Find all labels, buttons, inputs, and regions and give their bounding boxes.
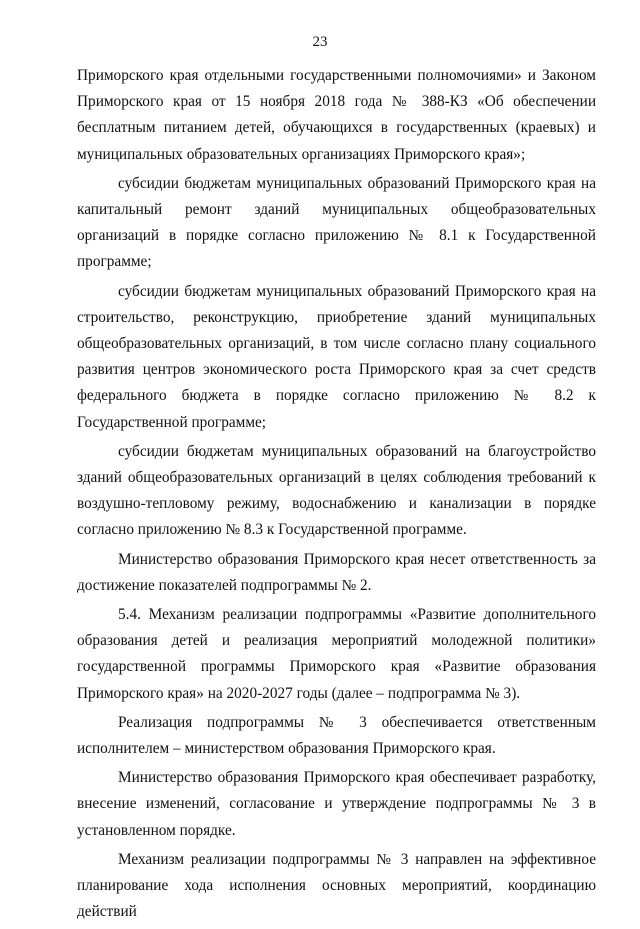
document-body	[77, 63, 596, 929]
paragraph-9: Механизм реализации подпрограммы № 3 направлен на эффективное планирование хода исполнения основных мероприятий, координацию действий	[77, 850, 596, 921]
page-number: 23	[312, 34, 328, 50]
paragraph-5: Министерство образования Приморского края несет ответственность за достижение показателей подпрограммы № 2.	[77, 550, 596, 594]
paragraph-3: субсидии бюджетам муниципальных образований Приморского края на строительство, реконструкцию, приобретение зданий муниципальных общеобразовательных организаций, в том числе согласно плану социального развития центров экономического роста Приморского края за счет средств федерального бюджета в порядке согласно приложению № 8.2 к Государственной программе;	[77, 282, 596, 431]
paragraph-4: субсидии бюджетам муниципальных образований на благоустройство зданий общеобразовательных организаций в целях соблюдения требований к воздушно-тепловому режиму, водоснабжению и канализации в порядке согласно приложению № 8.3 к Государственной программе.	[77, 442, 596, 539]
paragraph-8: Министерство образования Приморского края обеспечивает разработку, внесение изменений, согласование и утверждение подпрограммы № 3 в установленном порядке.	[77, 769, 596, 839]
paragraph-7: Реализация подпрограммы № 3 обеспечивается ответственным исполнителем – министерством образования Приморского края.	[77, 713, 596, 758]
paragraph-2: субсидии бюджетам муниципальных образований Приморского края на капитальный ремонт зданий муниципальных общеобразовательных организаций в порядке согласно приложению № 8.1 к Государственной программе;	[77, 174, 596, 271]
paragraph-1: Приморского края отдельными государственными полномочиями» и Законом Приморского края от 15 ноября 2018 года № 388-КЗ «Об обеспечении бесплатным питанием детей, обучающихся в государственных (краевых) и муниципальных образовательных организациях Приморского края»;	[77, 67, 596, 163]
paragraph-6: 5.4. Механизм реализации подпрограммы «Развитие дополнительного образования детей и реализация мероприятий молодежной политики» государственной программы Приморского края «Развитие образования Приморского края» на 2020-2027 годы (далее – подпрограмма № 3).	[77, 606, 596, 702]
